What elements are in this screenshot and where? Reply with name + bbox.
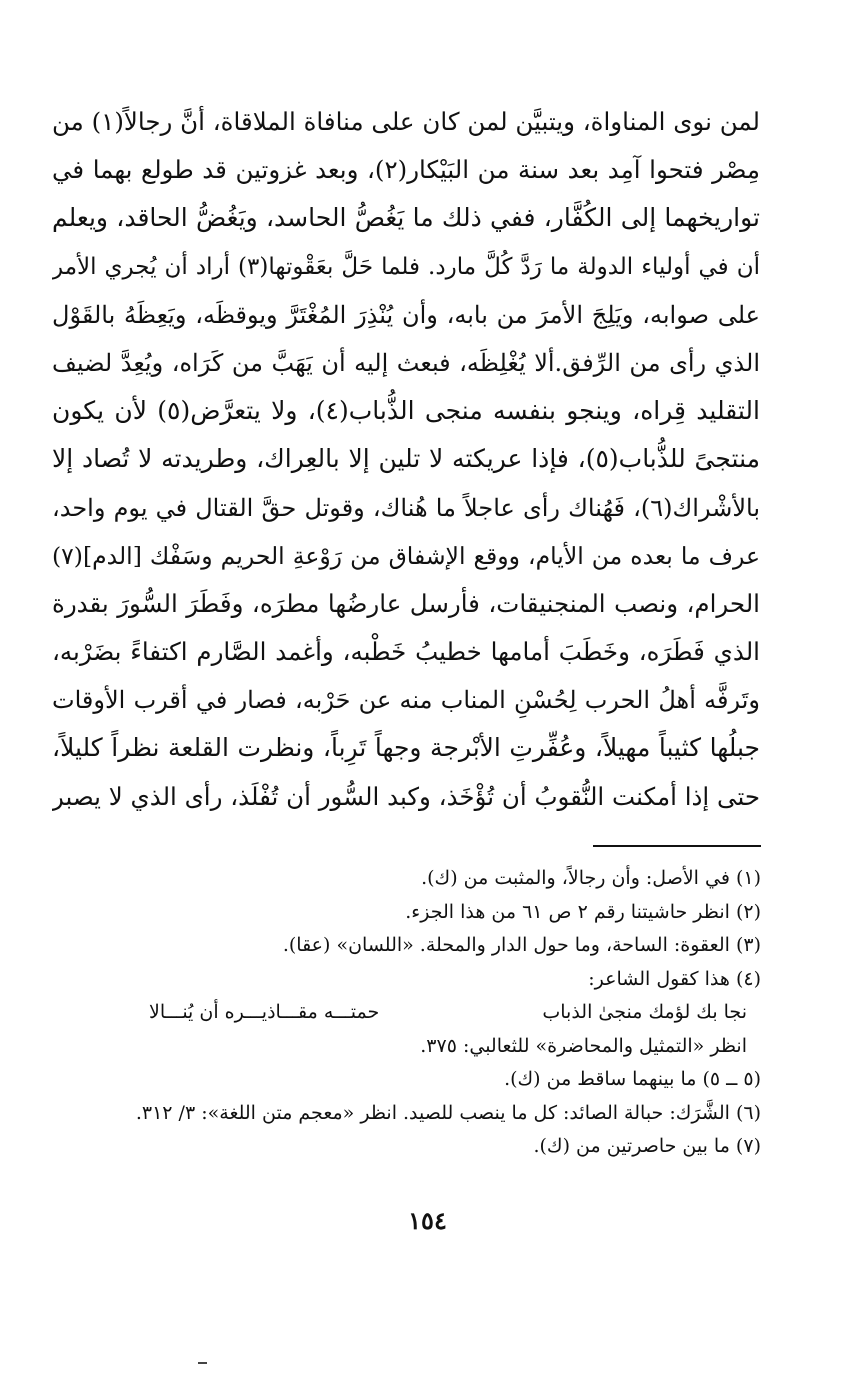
text-line: التقليد قِراه، وينجو بنفسه منجى الذُّباب(٤)، ولا يتعرَّض(٥) لأن يكون (52, 396, 760, 426)
footnote-4-verse (101, 996, 761, 1030)
footnote-3: (٣) العقوة: الساحة، وما حول الدار والمحلة. «اللسان» (عقا). (282, 934, 761, 956)
page-number: ١٥٤ (408, 1206, 447, 1235)
footnote-7: (٧) ما بين حاصرتين من (ك). (533, 1135, 761, 1157)
text-line: جبلُها كثيباً مهيلاً، وعُفِّرتِ الأبْرجة وجهاً تَرِباً، ونظرت القلعة نظراً كليلاً، (52, 733, 760, 763)
text-line: تواريخهما إلى الكُفَّار، ففي ذلك ما يَغُصُّ الحاسد، ويَغُضُّ الحاقد، ويعلم (52, 203, 760, 233)
footnote-divider (593, 845, 761, 847)
text-line: بالأشْراك(٦)، فَهُناك رأى عاجلاً ما هُناك، وقوتل حقَّ القتال في يوم واحد، (52, 493, 760, 522)
text-line: مِصْر فتحوا آمِد بعد سنة من البَيْكار(٢)، وبعد غزوتين قد طولع بهما في (52, 155, 760, 185)
footnote-1: (١) في الأصل: وأن رجالاً، والمثبت من (ك). (421, 867, 761, 889)
footnote-6: (٦) الشَّرَك: حبالة الصائد: كل ما ينصب للصيد. انظر «معجم متن اللغة»: ٣/ ٣١٢. (135, 1101, 761, 1124)
footnote-4: (٤) هذا كقول الشاعر: (588, 967, 761, 990)
main-text (52, 98, 760, 821)
footnote-4-source: انظر «التمثيل والمحاضرة» للثعالبي: ٣٧٥. (420, 1034, 747, 1057)
text-line: أن في أولياء الدولة ما رَدَّ كُلَّ مارد. فلما حَلَّ بعَقْوتها(٣) أراد أن يُجري الأمر (52, 253, 760, 280)
footnote-2: (٢) انظر حاشيتنا رقم ٢ ص ٦١ من هذا الجزء. (405, 900, 761, 923)
verse-second-hemistich: حمتـــه مقـــاذيـــره أن يُنـــالا (149, 1001, 380, 1023)
text-line: الذي فَطَرَه، وخَطَبَ أمامها خطيبُ خَطْبه، وأغمد الصَّارم اكتفاءً بضَرْبه، (52, 637, 760, 667)
footnotes (101, 862, 761, 1164)
text-line: حتى إذا أمكنت النُّقوبُ أن تُؤْخَذ، وكبد السُّور أن تُفْلَذ، رأى الذي لا يصبر (52, 781, 760, 811)
text-line: على صوابه، ويَلِجَ الأمرَ من بابه، وأن يُنْذِرَ المُغْتَرَّ ويوقظَه، ويَعِظَهُ بالقَوْل (52, 300, 760, 329)
text-line: الذي رأى من الرِّفق.ألا يُغْلِظَه، فبعث إليه أن يَهَبَّ من كَرَاه، ويُعِدَّ لضيف (52, 348, 760, 377)
text-line: وتَرفَّه أهلُ الحرب لِحُسْنِ المناب منه عن حَرْبه، فصار في أقرب الأوقات (52, 686, 760, 715)
text-line: لمن نوى المناواة، ويتبيَّن لمن كان على منافاة الملاقاة، أنَّ رجالاً(١) من (52, 107, 760, 136)
verse-first-hemistich: نجا بك لؤمك منجىٰ الذباب (542, 1001, 747, 1023)
scan-speck (198, 1362, 207, 1364)
footnote-5: (٥ ــ ٥) ما بينهما ساقط من (ك). (504, 1068, 761, 1090)
text-line: منتجىً للذُّباب(٥)، فإذا عريكته لا تلين إلا بالعِراك، وطريدته لا تُصاد إلا (52, 444, 760, 474)
text-line: الحرام، ونصب المنجنيقات، فأرسل عارضُها مطرَه، وفَطَرَ السُّورَ بقدرة (52, 588, 760, 618)
text-line: عرف ما بعده من الأيام، ووقع الإشفاق من رَوْعةِ الحريم وسَفْك [الدم](٧) (52, 541, 760, 570)
